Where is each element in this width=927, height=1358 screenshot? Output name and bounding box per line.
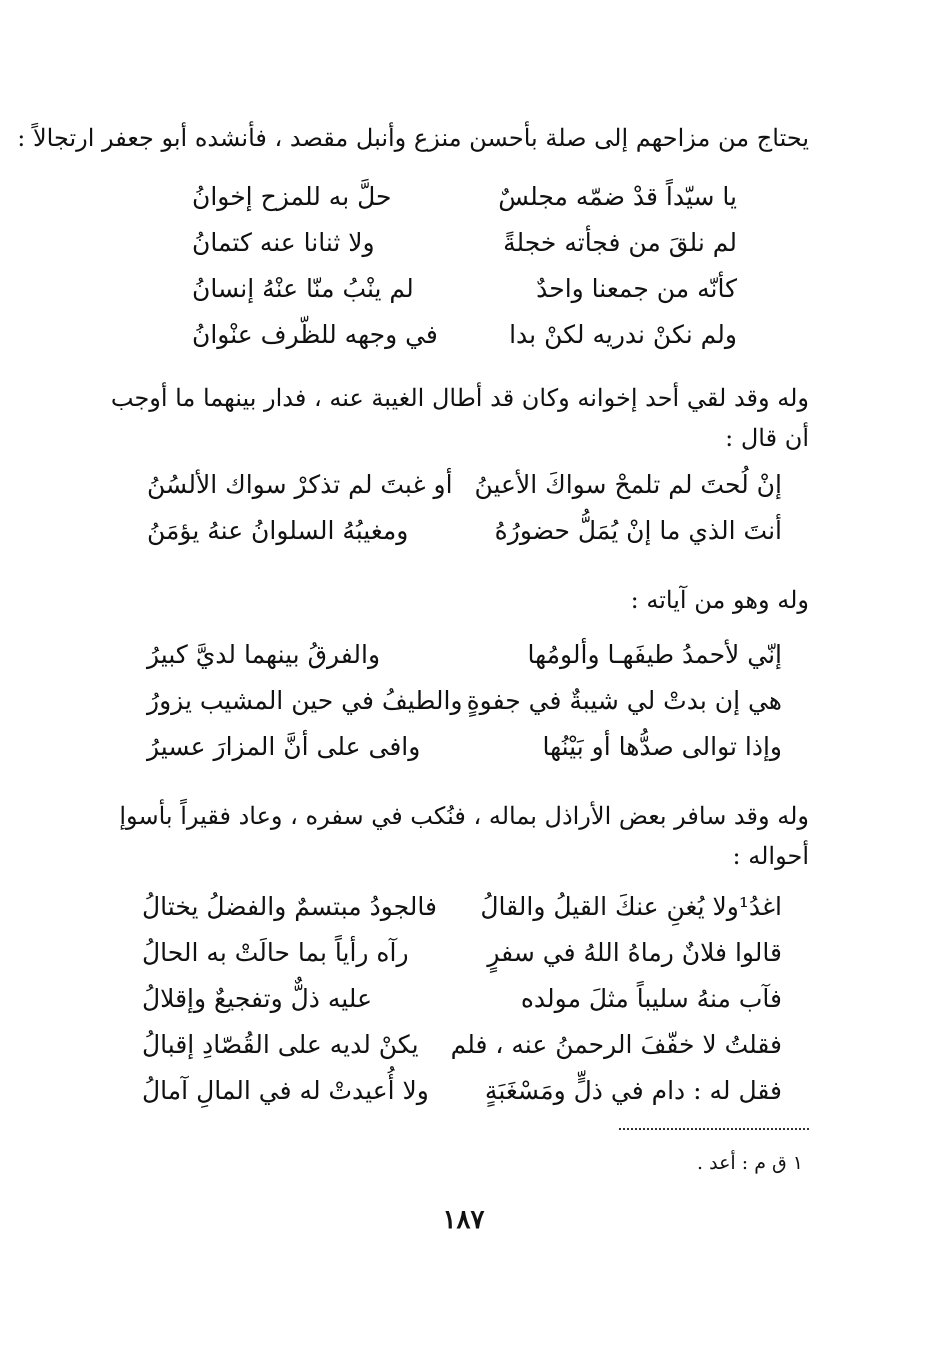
- verse: [142, 938, 782, 984]
- poem-3: [147, 640, 782, 778]
- footnote-divider: [619, 1128, 809, 1130]
- hemistich-first: فقل له : دام في ذلٍّ ومَسْغَبَةٍ: [484, 1076, 782, 1105]
- hemistich-second: فالجودُ مبتسمٌ والفضلُ يختالُ: [142, 892, 437, 921]
- hemistich-second: ومغيبُهُ السلوانُ عنهُ يؤمَنُ: [147, 516, 409, 545]
- verse: [147, 470, 782, 516]
- intro-line: يحتاج من مزاحهم إلى صلة بأحسن منزع وأنبل مقصد ، فأنشده أبو جعفر ارتجالاً :: [17, 124, 809, 152]
- poem-2: [147, 470, 782, 562]
- verse: [147, 516, 782, 562]
- hemistich-second: في وجهه للظّرف عنْوانُ: [192, 320, 438, 349]
- hemistich-second: يكنْ لديه على القُصّادِ إقبالُ: [142, 1030, 419, 1059]
- paragraph-line: أحواله :: [732, 842, 809, 870]
- paragraph-line: وله وقد سافر بعض الأراذل بماله ، فنُكب في سفره ، وعاد فقيراً بأسوإ: [119, 802, 809, 830]
- verse: [142, 892, 782, 938]
- hemistich-first: إنْ لُحتَ لم تلمحْ سواكَ الأعينُ: [474, 470, 782, 499]
- hemistich-second: حلَّ به للمزح إخوانُ: [192, 182, 392, 211]
- hemistich-first: وإذا توالى صدُّها أو بَيْنُها: [542, 732, 782, 761]
- hemistich-second: ولا أُعيدتْ له في المالِ آمالُ: [142, 1076, 429, 1105]
- hemistich-first: ولم نكنْ ندريه لكنْ بدا: [509, 320, 737, 349]
- footnote: ١ ق م : أعد .: [697, 1152, 803, 1174]
- hemistich-first: قالوا فلانٌ رماهُ اللهُ في سفرٍ: [487, 938, 782, 967]
- verse: [147, 640, 782, 686]
- hemistich-second: لم ينْبُ منّا عنْهُ إنسانُ: [192, 274, 414, 303]
- paragraph-4: [109, 796, 809, 876]
- poem-4: [142, 892, 782, 1122]
- hemistich-second: أو غبتَ لم تذكرْ سواك الألسُنُ: [147, 470, 453, 499]
- hemistich-first: كأنّه من جمعنا واحدٌ: [536, 274, 737, 303]
- hemistich-first: أنتَ الذي ما إنْ يُمَلُّ حضورُهُ: [494, 516, 782, 545]
- hemistich-first: فقلتُ لا خفّفَ الرحمنُ عنه ، فلم: [450, 1030, 782, 1059]
- hemistich-second: والطيفُ في حين المشيب يزورُ: [147, 686, 463, 715]
- intro-paragraph: [17, 118, 809, 158]
- hemistich-first: إنّي لأحمدُ طيفَهـا وألومُها: [527, 640, 782, 669]
- poem-1: [192, 182, 737, 366]
- paragraph-line: وله وهو من آياته :: [630, 586, 809, 614]
- hemistich-first: يا سيّداً قدْ ضمّه مجلسٌ: [498, 182, 737, 211]
- verse: [142, 1076, 782, 1122]
- hemistich-second: والفرقُ بينهما لديَّ كبيرُ: [147, 640, 381, 669]
- hemistich-first: لم نلقَ من فجأته خجلةً: [503, 228, 737, 257]
- hemistich-first: هي إن بدتْ لي شيبةٌ في جفوةٍ: [466, 686, 782, 715]
- paragraph-line: وله وقد لقي أحد إخوانه وكان قد أطال الغيبة عنه ، فدار بينهما ما أوجب: [110, 384, 809, 412]
- verse: [142, 1030, 782, 1076]
- verse: [192, 274, 737, 320]
- hemistich-first: فآب منهُ سليباً مثلَ مولده: [520, 984, 782, 1013]
- verse: [192, 182, 737, 228]
- paragraph-line: أن قال :: [725, 424, 809, 452]
- verse: [192, 320, 737, 366]
- verse: [147, 732, 782, 778]
- hemistich-second: رآه رأياً بما حالَتْ به الحالُ: [142, 938, 409, 967]
- paragraph-2: [109, 378, 809, 458]
- hemistich-second: وافى على أنَّ المزارَ عسيرُ: [147, 732, 421, 761]
- paragraph-3: [109, 580, 809, 620]
- hemistich-first: اغدُ¹ولا يُغنِ عنكَ القيلُ والقالُ: [480, 892, 782, 921]
- hemistich-second: ولا ثنانا عنه كتمانُ: [192, 228, 375, 257]
- hemistich-second: عليه ذلٌّ وتفجيعٌ وإقلالُ: [142, 984, 372, 1013]
- verse: [192, 228, 737, 274]
- verse: [142, 984, 782, 1030]
- page-number: ١٨٧: [442, 1205, 485, 1235]
- verse: [147, 686, 782, 732]
